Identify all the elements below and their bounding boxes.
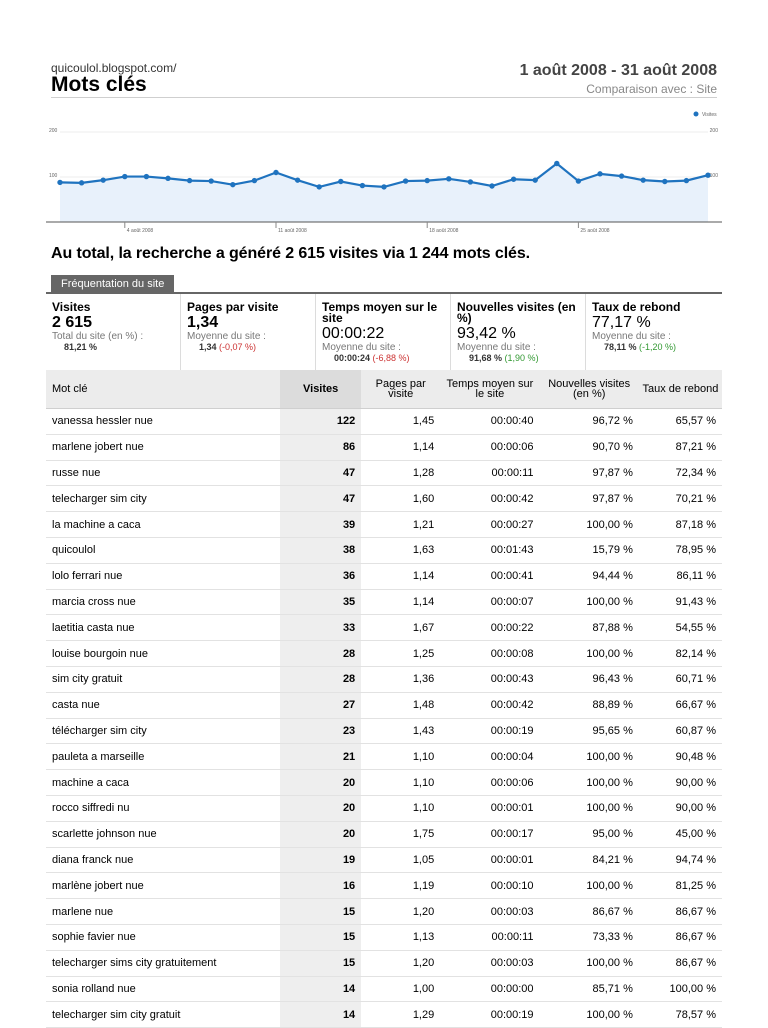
- column-header-pages-per-visit[interactable]: Pages par visite: [361, 370, 440, 409]
- keyword-cell[interactable]: scarlette johnson nue: [46, 821, 280, 847]
- pages-per-visit-cell: 1,48: [361, 692, 440, 718]
- new-visits-cell: 97,87 %: [540, 486, 639, 512]
- metric-value: 00:00:22: [322, 325, 385, 342]
- table-row: [46, 615, 722, 641]
- data-point: [230, 182, 235, 187]
- keywords-table-body: [46, 409, 722, 1028]
- new-visits-cell: 87,88 %: [540, 615, 639, 641]
- x-tick-label: 11 août 2008: [278, 228, 307, 234]
- metric-label: Taux de rebond: [592, 300, 681, 314]
- table-row: [46, 589, 722, 615]
- avg-time-cell: 00:00:17: [440, 821, 539, 847]
- new-visits-cell: 96,72 %: [540, 409, 639, 435]
- metric-new-visits: [451, 294, 586, 374]
- keyword-cell[interactable]: telecharger sim city: [46, 486, 280, 512]
- header-divider: [51, 97, 717, 98]
- keyword-cell[interactable]: lolo ferrari nue: [46, 563, 280, 589]
- visits-line-chart: [46, 105, 722, 235]
- avg-time-cell: 00:00:19: [440, 718, 539, 744]
- tab-site-usage[interactable]: Fréquentation du site: [51, 275, 174, 293]
- visits-cell: 35: [280, 589, 361, 615]
- bounce-rate-cell: 86,67 %: [639, 899, 722, 925]
- visits-cell: 47: [280, 460, 361, 486]
- metric-delta: (-6,88 %): [372, 353, 410, 363]
- table-row: [46, 641, 722, 667]
- data-point: [403, 178, 408, 183]
- avg-time-cell: 00:00:11: [440, 924, 539, 950]
- bounce-rate-cell: 90,48 %: [639, 744, 722, 770]
- metric-site-figure: 78,11 %: [604, 342, 637, 352]
- new-visits-cell: 100,00 %: [540, 1002, 639, 1028]
- visits-cell: 36: [280, 563, 361, 589]
- data-point: [576, 178, 581, 183]
- legend-marker: [694, 112, 699, 117]
- y-tick-label-left: 100: [49, 173, 58, 179]
- data-point: [165, 176, 170, 181]
- visits-cell: 14: [280, 1002, 361, 1028]
- avg-time-cell: 00:00:11: [440, 460, 539, 486]
- data-point: [57, 180, 62, 185]
- bounce-rate-cell: 78,57 %: [639, 1002, 722, 1028]
- data-point: [101, 177, 106, 182]
- avg-time-cell: 00:00:43: [440, 666, 539, 692]
- table-row: [46, 899, 722, 925]
- metric-label: Pages par visite: [187, 300, 279, 314]
- visits-cell: 14: [280, 976, 361, 1002]
- avg-time-cell: 00:00:42: [440, 692, 539, 718]
- data-point: [425, 178, 430, 183]
- avg-time-cell: 00:00:19: [440, 1002, 539, 1028]
- pages-per-visit-cell: 1,28: [361, 460, 440, 486]
- keyword-cell[interactable]: casta nue: [46, 692, 280, 718]
- table-header-row: [46, 370, 722, 409]
- metric-site-value: [187, 342, 315, 353]
- y-tick-label-left: 200: [49, 128, 58, 134]
- metric-sub-label: Total du site (en %) :: [52, 331, 144, 342]
- visits-cell: 47: [280, 486, 361, 512]
- bounce-rate-cell: 65,57 %: [639, 409, 722, 435]
- visits-cell: 122: [280, 409, 361, 435]
- avg-time-cell: 00:00:03: [440, 899, 539, 925]
- metric-pages-per-visit: [181, 294, 316, 374]
- data-point: [641, 177, 646, 182]
- bounce-rate-cell: 82,14 %: [639, 641, 722, 667]
- table-row: [46, 666, 722, 692]
- y-tick-label-right: 100: [709, 173, 718, 179]
- table-row: [46, 950, 722, 976]
- metric-avg-time: [316, 294, 451, 374]
- keyword-cell[interactable]: vanessa hessler nue: [46, 409, 280, 435]
- table-row: [46, 924, 722, 950]
- data-point: [295, 177, 300, 182]
- data-point: [619, 173, 624, 178]
- bounce-rate-cell: 78,95 %: [639, 537, 722, 563]
- visits-cell: 15: [280, 899, 361, 925]
- table-row: [46, 821, 722, 847]
- pages-per-visit-cell: 1,20: [361, 899, 440, 925]
- pages-per-visit-cell: 1,45: [361, 409, 440, 435]
- new-visits-cell: 90,70 %: [540, 434, 639, 460]
- visits-cell: 33: [280, 615, 361, 641]
- bounce-rate-cell: 72,34 %: [639, 460, 722, 486]
- column-header-bounce-rate[interactable]: Taux de rebond: [639, 370, 722, 409]
- column-header-visits[interactable]: Visites: [280, 370, 361, 409]
- pages-per-visit-cell: 1,29: [361, 1002, 440, 1028]
- avg-time-cell: 00:00:40: [440, 409, 539, 435]
- pages-per-visit-cell: 1,21: [361, 512, 440, 538]
- data-point: [122, 174, 127, 179]
- metric-site-figure: 1,34: [199, 342, 217, 352]
- new-visits-cell: 95,00 %: [540, 821, 639, 847]
- new-visits-cell: 94,44 %: [540, 563, 639, 589]
- keyword-cell[interactable]: pauleta a marseille: [46, 744, 280, 770]
- data-point: [209, 178, 214, 183]
- data-point: [446, 176, 451, 181]
- metric-visits: [46, 294, 181, 374]
- metric-value: 2 615: [52, 314, 93, 331]
- pages-per-visit-cell: 1,67: [361, 615, 440, 641]
- avg-time-cell: 00:01:43: [440, 537, 539, 563]
- data-point: [684, 178, 689, 183]
- new-visits-cell: 100,00 %: [540, 589, 639, 615]
- pages-per-visit-cell: 1,10: [361, 770, 440, 796]
- pages-per-visit-cell: 1,00: [361, 976, 440, 1002]
- table-row: [46, 409, 722, 435]
- x-tick-label: 4 août 2008: [126, 228, 154, 234]
- new-visits-cell: 73,33 %: [540, 924, 639, 950]
- bounce-rate-cell: 90,00 %: [639, 795, 722, 821]
- visits-cell: 15: [280, 924, 361, 950]
- new-visits-cell: 84,21 %: [540, 847, 639, 873]
- keyword-cell[interactable]: marcia cross nue: [46, 589, 280, 615]
- pages-per-visit-cell: 1,10: [361, 744, 440, 770]
- visits-cell: 39: [280, 512, 361, 538]
- pages-per-visit-cell: 1,14: [361, 563, 440, 589]
- data-point: [79, 180, 84, 185]
- bounce-rate-cell: 54,55 %: [639, 615, 722, 641]
- table-row: [46, 795, 722, 821]
- y-tick-label-right: 200: [709, 128, 718, 134]
- data-point: [468, 179, 473, 184]
- visits-cell: 20: [280, 795, 361, 821]
- data-point: [381, 184, 386, 189]
- keyword-cell[interactable]: sim city gratuit: [46, 666, 280, 692]
- pages-per-visit-cell: 1,05: [361, 847, 440, 873]
- data-point: [533, 177, 538, 182]
- data-point: [252, 178, 257, 183]
- bounce-rate-cell: 66,67 %: [639, 692, 722, 718]
- metric-site-figure: 81,21 %: [64, 342, 98, 352]
- pages-per-visit-cell: 1,20: [361, 950, 440, 976]
- pages-per-visit-cell: 1,63: [361, 537, 440, 563]
- keyword-cell[interactable]: telecharger sim city gratuit: [46, 1002, 280, 1028]
- data-point: [273, 170, 278, 175]
- avg-time-cell: 00:00:41: [440, 563, 539, 589]
- new-visits-cell: 15,79 %: [540, 537, 639, 563]
- table-row: [46, 563, 722, 589]
- bounce-rate-cell: 87,21 %: [639, 434, 722, 460]
- data-point: [187, 178, 192, 183]
- table-row: [46, 434, 722, 460]
- keyword-cell[interactable]: diana franck nue: [46, 847, 280, 873]
- pages-per-visit-cell: 1,43: [361, 718, 440, 744]
- metric-label: Visites: [52, 300, 91, 314]
- new-visits-cell: 95,65 %: [540, 718, 639, 744]
- metric-sub-label: Moyenne du site :: [457, 342, 536, 353]
- table-row: [46, 718, 722, 744]
- metric-value: 1,34: [187, 314, 219, 331]
- bounce-rate-cell: 70,21 %: [639, 486, 722, 512]
- metrics-strip: [46, 292, 722, 375]
- keyword-cell[interactable]: marlene nue: [46, 899, 280, 925]
- visits-cell: 38: [280, 537, 361, 563]
- keyword-cell[interactable]: télécharger sim city: [46, 718, 280, 744]
- metric-site-value: [592, 342, 721, 353]
- data-point: [360, 183, 365, 188]
- bounce-rate-cell: 90,00 %: [639, 770, 722, 796]
- bounce-rate-cell: 81,25 %: [639, 873, 722, 899]
- visits-cell: 28: [280, 641, 361, 667]
- avg-time-cell: 00:00:22: [440, 615, 539, 641]
- avg-time-cell: 00:00:06: [440, 434, 539, 460]
- keyword-cell[interactable]: sonia rolland nue: [46, 976, 280, 1002]
- pages-per-visit-cell: 1,14: [361, 589, 440, 615]
- legend-label: Visites: [702, 112, 717, 118]
- data-point: [489, 183, 494, 188]
- avg-time-cell: 00:00:03: [440, 950, 539, 976]
- data-point: [511, 177, 516, 182]
- visits-cell: 20: [280, 821, 361, 847]
- new-visits-cell: 100,00 %: [540, 770, 639, 796]
- table-row: [46, 847, 722, 873]
- metric-site-figure: 00:00:24: [334, 353, 371, 363]
- summary-sentence: Au total, la recherche a généré 2 615 visites via 1 244 mots clés.: [51, 245, 530, 262]
- metric-sub-label: Moyenne du site :: [187, 331, 266, 342]
- pages-per-visit-cell: 1,36: [361, 666, 440, 692]
- data-point: [144, 174, 149, 179]
- x-tick-label: 18 août 2008: [429, 228, 459, 234]
- avg-time-cell: 00:00:06: [440, 770, 539, 796]
- column-header-keyword[interactable]: Mot clé: [46, 370, 280, 409]
- data-point: [662, 179, 667, 184]
- data-point: [597, 171, 602, 176]
- metric-bounce-rate: [586, 294, 721, 374]
- pages-per-visit-cell: 1,13: [361, 924, 440, 950]
- data-point: [338, 179, 343, 184]
- avg-time-cell: 00:00:01: [440, 795, 539, 821]
- new-visits-cell: 96,43 %: [540, 666, 639, 692]
- comparison-label: Comparaison avec : Site: [586, 82, 717, 96]
- avg-time-cell: 00:00:42: [440, 486, 539, 512]
- visits-area: [60, 164, 708, 223]
- bounce-rate-cell: 86,11 %: [639, 563, 722, 589]
- avg-time-cell: 00:00:08: [440, 641, 539, 667]
- visits-cell: 27: [280, 692, 361, 718]
- bounce-rate-cell: 87,18 %: [639, 512, 722, 538]
- metric-sub-label: Moyenne du site :: [322, 342, 401, 353]
- new-visits-cell: 88,89 %: [540, 692, 639, 718]
- bounce-rate-cell: 94,74 %: [639, 847, 722, 873]
- table-row: [46, 873, 722, 899]
- keyword-cell[interactable]: sophie favier nue: [46, 924, 280, 950]
- new-visits-cell: 100,00 %: [540, 873, 639, 899]
- visits-cell: 28: [280, 666, 361, 692]
- pages-per-visit-cell: 1,14: [361, 434, 440, 460]
- new-visits-cell: 86,67 %: [540, 899, 639, 925]
- bounce-rate-cell: 60,71 %: [639, 666, 722, 692]
- metric-site-figure: 91,68 %: [469, 353, 503, 363]
- visits-cell: 16: [280, 873, 361, 899]
- keyword-cell[interactable]: marlene jobert nue: [46, 434, 280, 460]
- pages-per-visit-cell: 1,25: [361, 641, 440, 667]
- keyword-cell[interactable]: rocco siffredi nu: [46, 795, 280, 821]
- avg-time-cell: 00:00:07: [440, 589, 539, 615]
- table-row: [46, 692, 722, 718]
- keyword-cell[interactable]: louise bourgoin nue: [46, 641, 280, 667]
- visits-cell: 19: [280, 847, 361, 873]
- metric-site-value: [322, 353, 450, 364]
- keyword-cell[interactable]: quicoulol: [46, 537, 280, 563]
- pages-per-visit-cell: 1,10: [361, 795, 440, 821]
- metric-site-value: [457, 353, 585, 364]
- pages-per-visit-cell: 1,60: [361, 486, 440, 512]
- table-row: [46, 512, 722, 538]
- metric-delta: (1,90 %): [504, 353, 539, 363]
- metric-label: Temps moyen sur le site: [322, 300, 438, 325]
- keywords-table: [46, 370, 722, 1028]
- pages-per-visit-cell: 1,75: [361, 821, 440, 847]
- keyword-cell[interactable]: laetitia casta nue: [46, 615, 280, 641]
- avg-time-cell: 00:00:27: [440, 512, 539, 538]
- metric-sub-label: Moyenne du site :: [592, 331, 671, 342]
- bounce-rate-cell: 86,67 %: [639, 950, 722, 976]
- metric-value: 93,42 %: [457, 325, 516, 342]
- table-row: [46, 770, 722, 796]
- metric-value: 77,17 %: [592, 314, 651, 331]
- pages-per-visit-cell: 1,19: [361, 873, 440, 899]
- metric-delta: (-0,07 %): [219, 342, 257, 352]
- table-row: [46, 744, 722, 770]
- new-visits-cell: 100,00 %: [540, 950, 639, 976]
- visits-cell: 21: [280, 744, 361, 770]
- data-point: [317, 184, 322, 189]
- new-visits-cell: 85,71 %: [540, 976, 639, 1002]
- x-tick-label: 25 août 2008: [580, 228, 610, 234]
- avg-time-cell: 00:00:00: [440, 976, 539, 1002]
- keyword-cell[interactable]: russe nue: [46, 460, 280, 486]
- bounce-rate-cell: 45,00 %: [639, 821, 722, 847]
- keyword-cell[interactable]: la machine a caca: [46, 512, 280, 538]
- avg-time-cell: 00:00:04: [440, 744, 539, 770]
- column-header-new-visits[interactable]: Nouvelles visites (en %): [540, 370, 639, 409]
- column-header-avg-time[interactable]: Temps moyen sur le site: [440, 370, 539, 409]
- data-point: [554, 161, 559, 166]
- metric-label: Nouvelles visites (en %): [457, 300, 576, 325]
- new-visits-cell: 100,00 %: [540, 512, 639, 538]
- metric-delta: (-1,20 %): [639, 342, 677, 352]
- keyword-cell[interactable]: machine a caca: [46, 770, 280, 796]
- table-row: [46, 976, 722, 1002]
- table-row: [46, 460, 722, 486]
- table-row: [46, 486, 722, 512]
- new-visits-cell: 100,00 %: [540, 744, 639, 770]
- bounce-rate-cell: 100,00 %: [639, 976, 722, 1002]
- visits-cell: 15: [280, 950, 361, 976]
- site-url: quicoulol.blogspot.com/: [51, 61, 177, 75]
- keyword-cell[interactable]: telecharger sims city gratuitement: [46, 950, 280, 976]
- bounce-rate-cell: 91,43 %: [639, 589, 722, 615]
- avg-time-cell: 00:00:10: [440, 873, 539, 899]
- visits-cell: 23: [280, 718, 361, 744]
- visits-cell: 20: [280, 770, 361, 796]
- page-title: Mots clés: [51, 73, 147, 96]
- table-row: [46, 537, 722, 563]
- new-visits-cell: 97,87 %: [540, 460, 639, 486]
- keyword-cell[interactable]: marlène jobert nue: [46, 873, 280, 899]
- bounce-rate-cell: 86,67 %: [639, 924, 722, 950]
- metric-site-value: [52, 342, 180, 353]
- date-range: 1 août 2008 - 31 août 2008: [519, 62, 717, 79]
- new-visits-cell: 100,00 %: [540, 641, 639, 667]
- avg-time-cell: 00:00:01: [440, 847, 539, 873]
- new-visits-cell: 100,00 %: [540, 795, 639, 821]
- bounce-rate-cell: 60,87 %: [639, 718, 722, 744]
- visits-cell: 86: [280, 434, 361, 460]
